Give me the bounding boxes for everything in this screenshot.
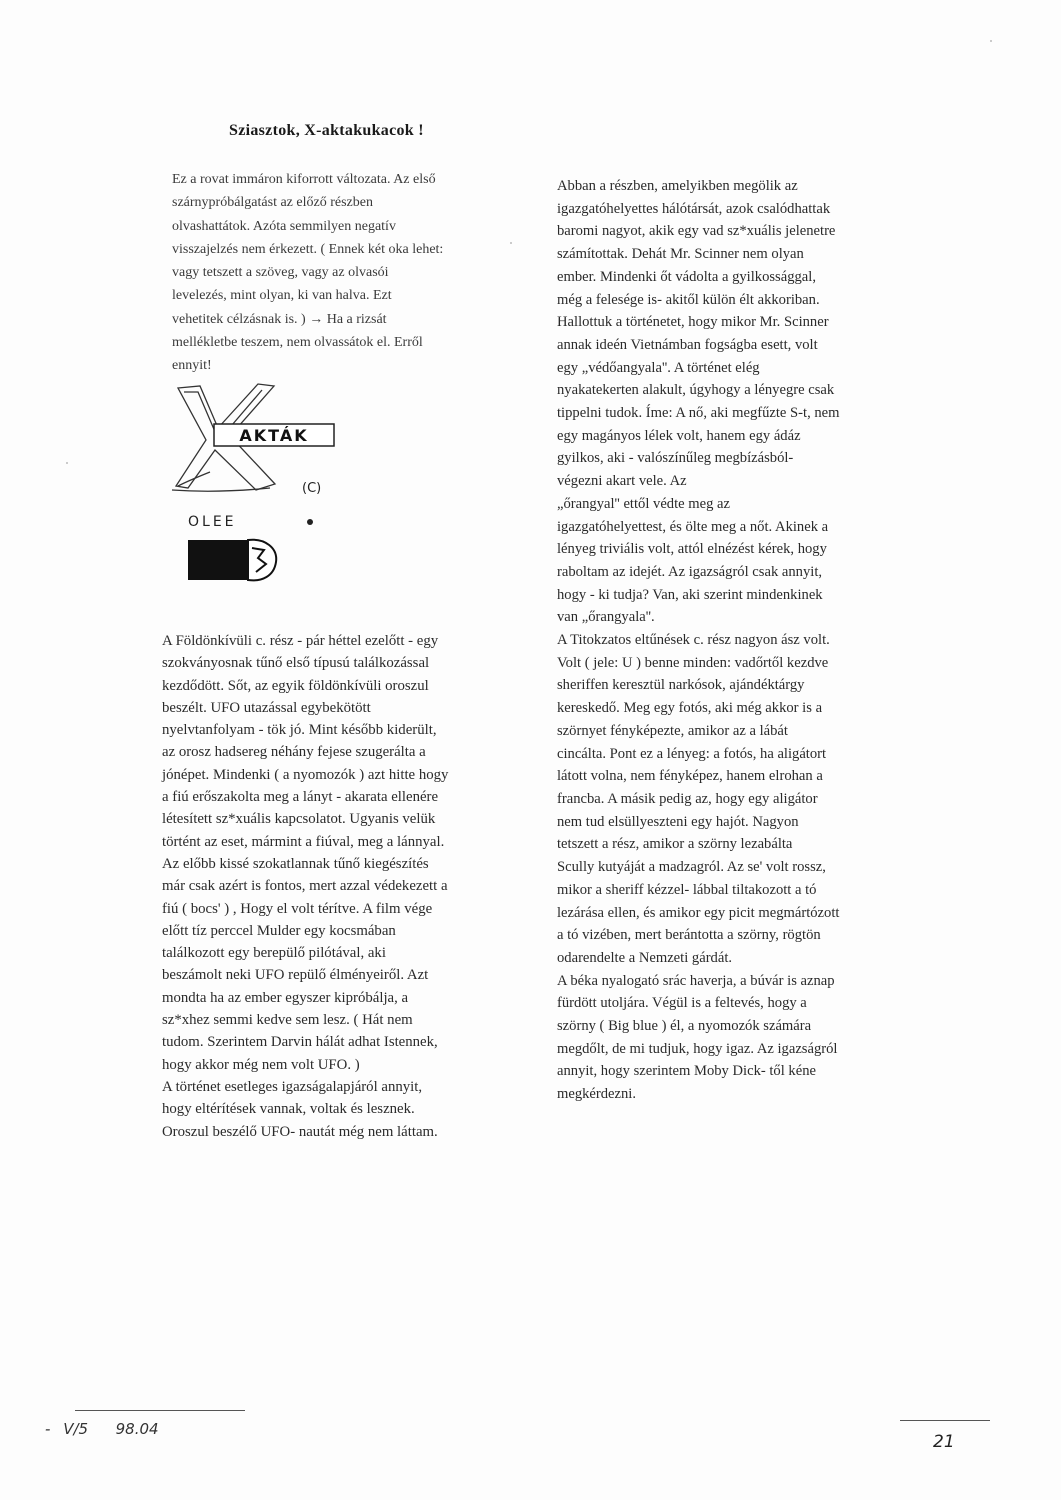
signature-dot (307, 519, 313, 525)
scan-speck (990, 40, 992, 42)
article-heading: Sziasztok, X-aktakukacok ! (229, 122, 424, 139)
scan-speck (66, 462, 68, 464)
copyright-mark: (C) (302, 481, 322, 496)
right-column-body (557, 175, 942, 1106)
scan-speck (510, 242, 512, 244)
left-column-body (162, 630, 542, 1143)
left-column-intro (172, 168, 552, 378)
author-signature: OLEE (188, 514, 237, 530)
body-paragraph-right: Abban a részben, amelyikben megölik az igazgatóhelyettes hálótársát, azok csalódhattak baromi nagyot, akik egy vad sz*xuális jelenetre számítottak. Dehát Mr. Scinner nem olyan ember. Mindenki őt vádolta a gyilkossággal, még a felesége is- akitől külön élt akkoriban. Hallottuk a történetet, hogy mikor Mr. Scinner annak ideén Vietnámban fogságba esett, volt egy „védőangyala''. A történet elég nyakatekerten alakult, úgyhogy a lényegre csak tippelni tudok. Íme: A nő, aki megfűzte S-t, nem egy magányos lélek volt, hanem egy ádáz gyilkos, aki - valószínűleg megbízásból- végezni akart vele. Az „őrangyal'' ettől védte meg az igazgatóhelyettest, és ölte meg a nőt. Akinek a lényeg triviális volt, attól elnézést kérek, hogy raboltam az idejét. Az igazságról csak annyit, hogy - ki tudja? Van, aki szerint mindenkinek van „őrangyala''. A Titokzatos eltűnések c. rész nagyon ász volt. Volt ( jele: U ) benne minden: vadőrtől kezdve sheriffen keresztül narkósok, ajándéktárgy kereskedő. Meg egy fotós, aki még akkor is a szörnyet fényképezte, amikor az a lábát cincálta. Pont ez a lényeg: a fotós, ha aligátort látott volna, nem fényképez, hanem elrohan a francba. A másik pedig az, hogy egy aligátor nem tud elsüllyeszteni egy hajót. Nagyon tetszett a rész, amikor a szörny lezabálta Scully kutyáját a madzagról. Az se' volt rossz, mikor a sheriff kézzel- lábbal tiltakozott a tó lezárása ellen, és amikor egy picit megmártózott a tó vizében, mert berántotta a szörny, rögtön odarendelte a Nemzeti gárdát. A béka nyalogató srác haverja, a búvár is aznap fürdött utoljára. Végül is a feltevés, hogy a szörny ( Big blue ) él, a nyomozók számára megdőlt, de mi tudjuk, hogy igaz. Az igazságról annyit, hogy szerintem Moby Dick- től kéne megkérdezni. (557, 178, 840, 1103)
body-paragraph-left: A Földönkívüli c. rész - pár héttel ezelőtt - egy szokványosnak tűnő első típusú találkozással kezdődött. Sőt, az egyik földönkívüli oroszul beszélt. UFO utazással egybekötött nyelvtanfolyam - tök jó. Mint később kiderült, az orosz hadsereg néhány fejese szugerálta a jónépet. Mindenki ( a nyomozók ) azt hitte hogy a fiú erőszakolta meg a lányt - akarata ellenére létesített sz*xuális kapcsolatot. Ugyanis velük történt az eset, mármint a fiúval, meg a lánnyal. Az előbb kissé szokatlannak tűnő kiegészítés már csak azért is fontos, mert azzal védekezett a fiú ( bocs' ) , Hogy el volt térítve. A film vége előtt tíz perccel Mulder egy kocsmában találkozott egy berepülő pilótával, aki beszámolt neki UFO repülő élményeiről. Azt mondta ha az ember egyszer kipróbálja, a sz*xhez semmi kedve sem lesz. ( Hát nem tudom. Szerintem Darvin hálát adhat Istennek, hogy akkor még nem volt UFO. ) A történet esetleges igazságalapjáról annyit, hogy eltérítések vannak, voltak és lesznek. Oroszul beszélő UFO- nautát még nem láttam. (162, 633, 449, 1140)
issue-number: V/5 (63, 1420, 89, 1438)
footer-rule-left (75, 1410, 245, 1411)
x-aktak-logo (170, 380, 345, 590)
logo-title: AKTÁK (239, 426, 309, 445)
issue-date: 98.04 (115, 1420, 159, 1438)
issue-stamp: - V/5 98.04 (45, 1420, 159, 1438)
footer-rule-right (900, 1420, 990, 1421)
intro-paragraph: Ez a rovat immáron kiforrott változata. Az első szárnypróbálgatást az előző részben olvashattátok. Azóta semmilyen negatív visszajelzés nem érkezett. ( Ennek két oka lehet: vagy tetszett a szöveg, vagy az olvasói levelezés, mint olyan, ki van halva. Ezt vehetitek célzásnak is. ) → Ha a rizsát mellékletbe teszem, nem olvassátok el. Erről ennyit! (172, 172, 444, 374)
face-graphic (188, 540, 276, 581)
page-number: 21 (933, 1432, 955, 1452)
